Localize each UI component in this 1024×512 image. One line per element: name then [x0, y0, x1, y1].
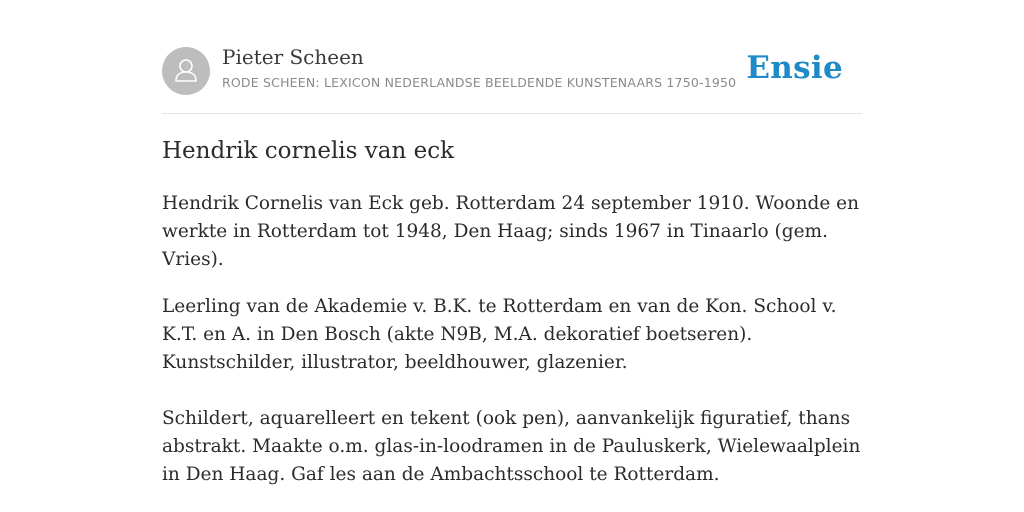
article-title: Hendrik cornelis van eck [162, 138, 455, 164]
source-title[interactable]: RODE SCHEEN: LEXICON NEDERLANDSE BEELDENDE KUNSTENAARS 1750-1950 [222, 75, 737, 90]
author-name[interactable]: Pieter Scheen [222, 45, 364, 69]
article-paragraph: Leerling van de Akademie v. B.K. te Rotterdam en van de Kon. School v. K.T. en A. in Den Bosch (akte N9B, M.A. dekoratief boetseren). Kunstschilder, illustrator, beeldhouwer, glazenier. Schildert, aquarelleert en tekent (ook pen), aanvankelijk figuratief, thans abstrakt. Maakte o.m. glas-in-loodramen in de Pauluskerk, Wielewaalplein in Den Haag. Gaf les aan de Ambachtsschool te Rotterdam. [162, 296, 861, 485]
article-card [162, 0, 862, 485]
article-body [162, 190, 862, 489]
user-icon [162, 47, 210, 95]
ensie-logo[interactable]: Ensie [746, 50, 843, 86]
article-header [162, 0, 862, 114]
article-paragraph: Hendrik Cornelis van Eck geb. Rotterdam 24 september 1910. Woonde en werkte in Rotterdam tot 1948, Den Haag; sinds 1967 in Tinaarlo (gem. Vries). [162, 193, 860, 270]
author-avatar[interactable] [162, 47, 210, 95]
